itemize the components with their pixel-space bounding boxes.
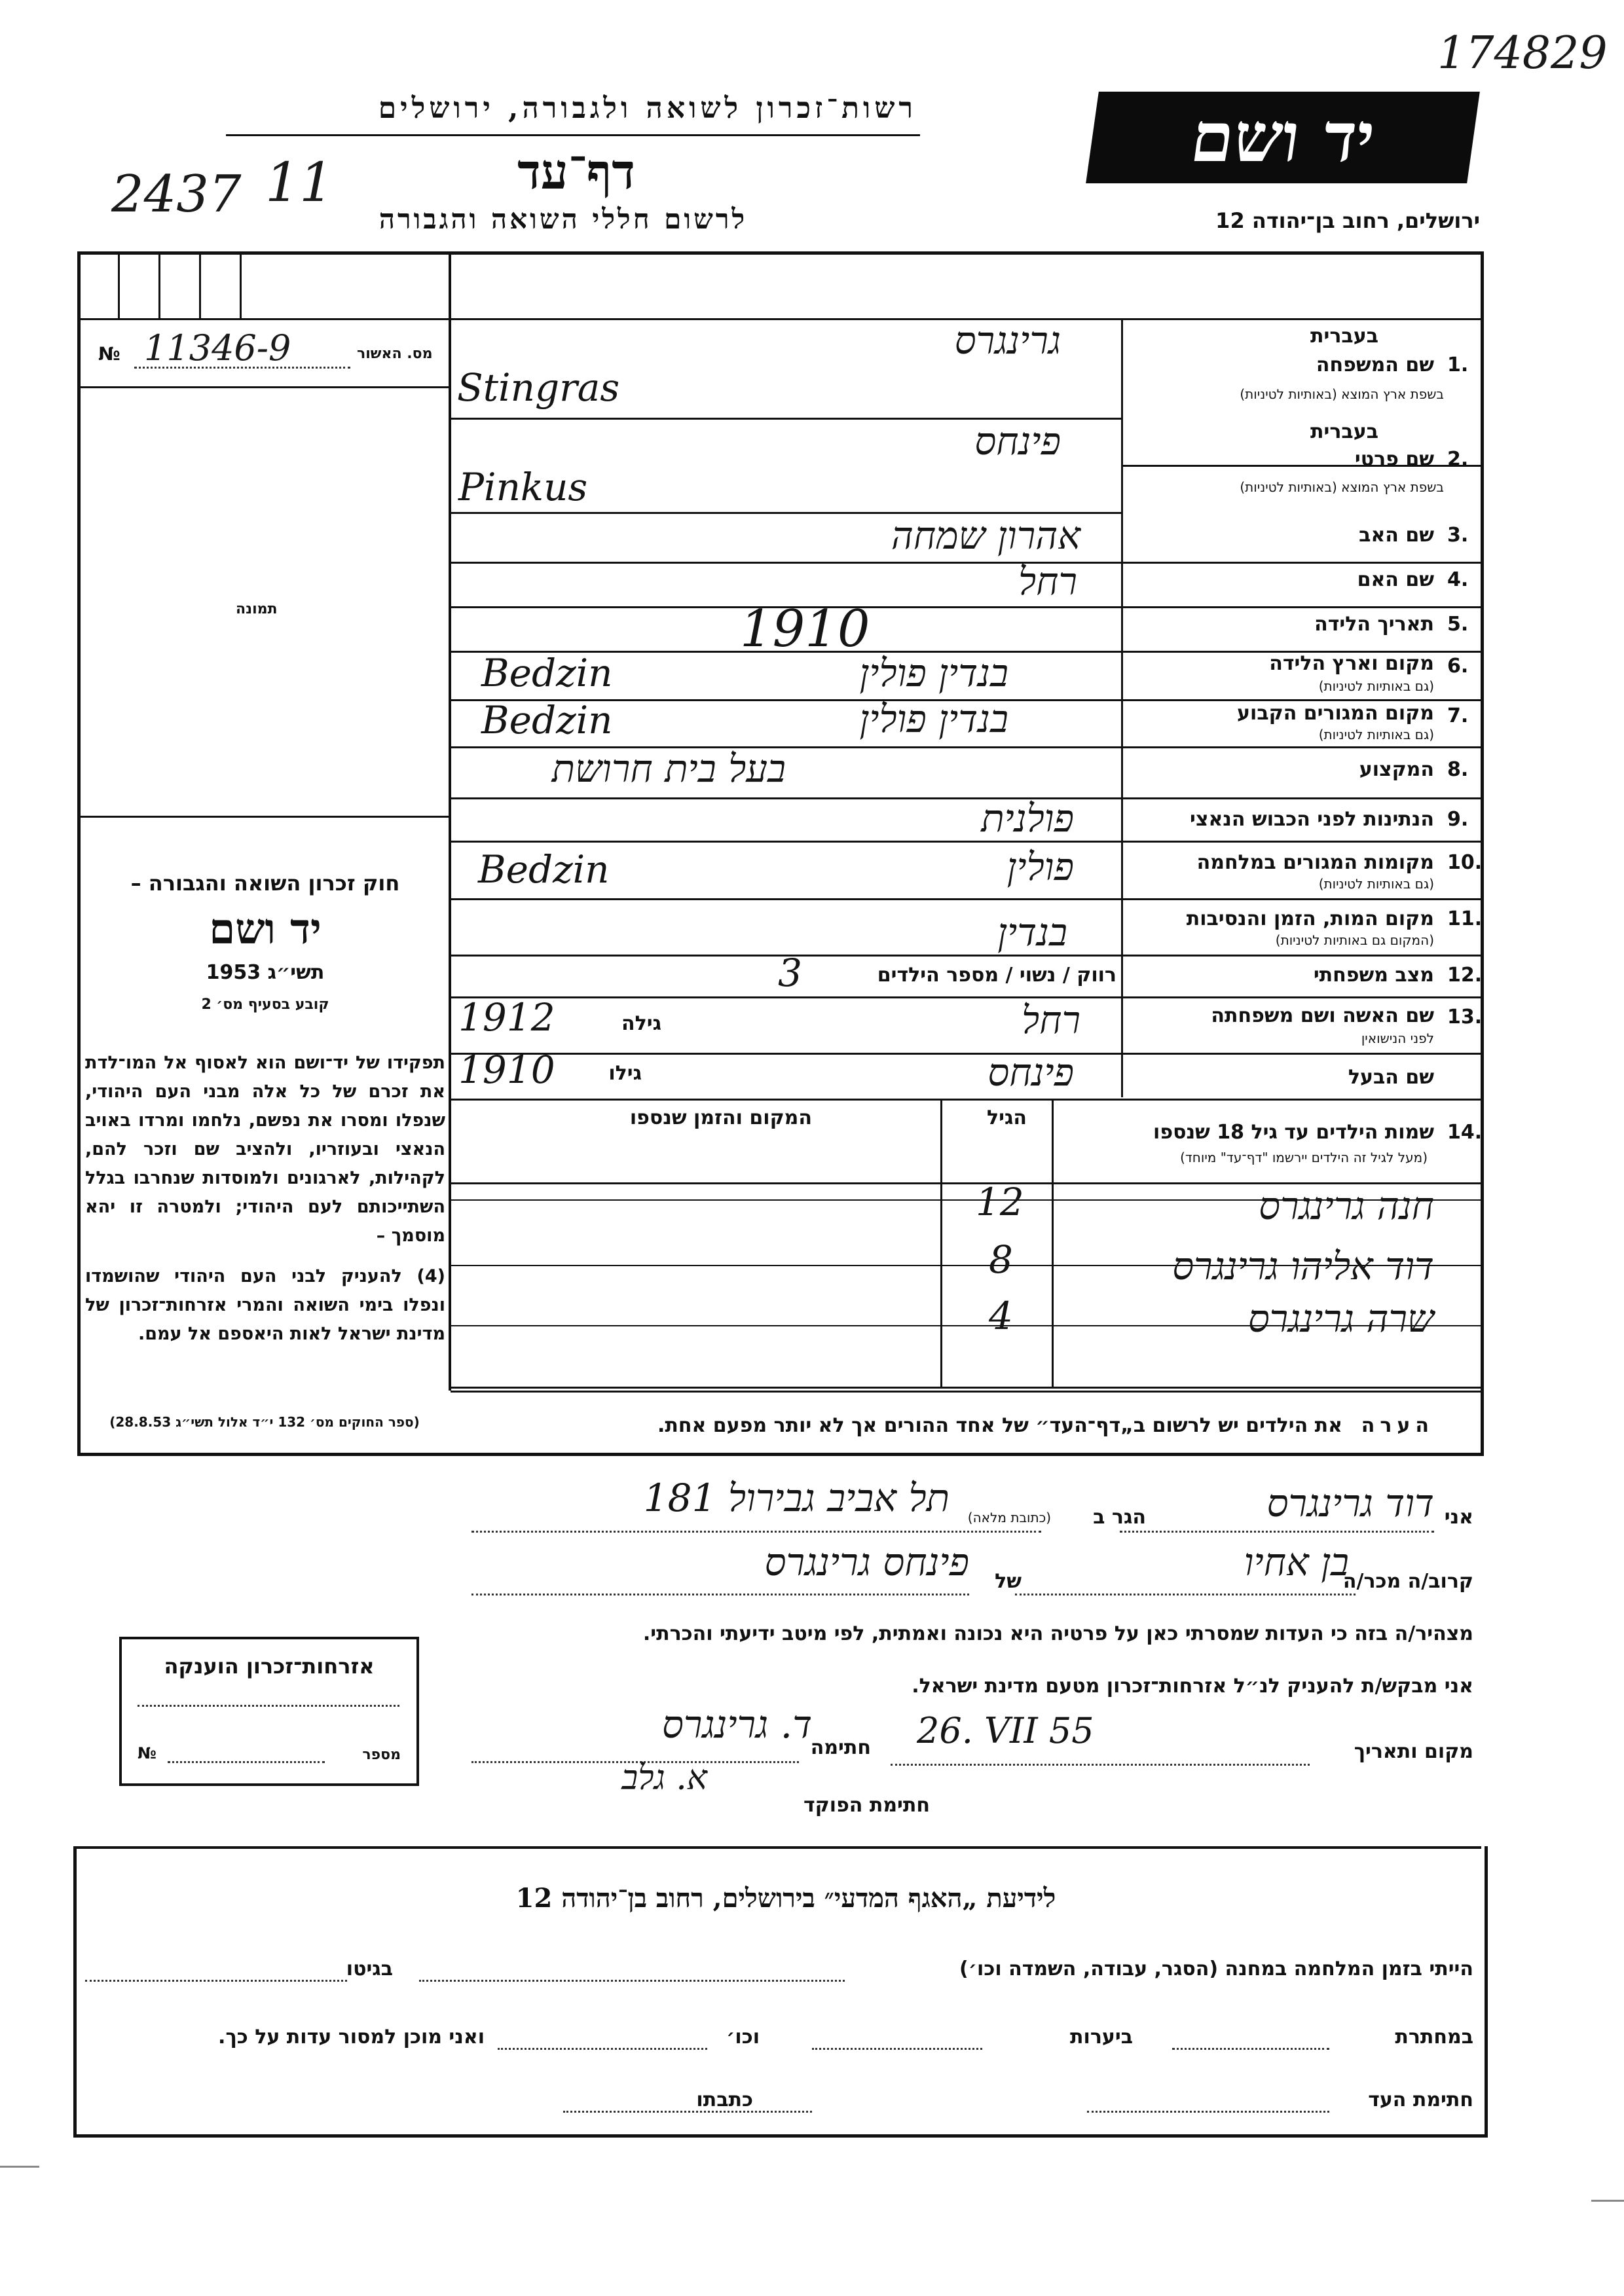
husband-age-label: גילו [608,1062,642,1085]
field-1-sub: בשפת ארץ המוצא (באותיות לטיניות) [1240,386,1444,402]
field-3-value: אהרון שמחה [891,513,1080,558]
relation-label: קרוב/ה מכר/ה [1342,1570,1473,1593]
footer-address-label: כתבתו [696,2088,753,2111]
footer-etc-label: וכו׳ [726,2026,760,2049]
husband-label: שם הבעל [1348,1066,1434,1089]
field-13-age-label: גילה [621,1012,661,1035]
field-8-number: 8. [1447,758,1469,781]
footer-camp-label: הייתי בזמן המלחמה במחנה (הסגר, עבודה, השמדה וכו׳) [959,1958,1473,1980]
field-3-number: 3. [1447,524,1469,547]
children-note: (מעל לגיל זה הילדים יירשמו "דף־עד" מיוחד) [1180,1150,1428,1165]
field-2-label: שם פרטי [1354,448,1434,471]
field-4-number: 4. [1447,568,1469,591]
footer-underground-label: במחתרת [1395,2026,1473,2049]
field-4-value: רחל [1018,559,1077,604]
field-13-wife-name: רחל [1022,998,1080,1042]
law-year: תשי״ג 1953 [206,961,325,984]
citizenship-box [119,1637,419,1786]
field-12-options: רווק / נשוי / מספר הילדים [877,964,1116,987]
field-10-sub: (גם באותיות לטיניות) [1318,876,1434,892]
field-9-number: 9. [1447,808,1469,831]
field-3-label: שם האב [1359,524,1434,547]
form-title: דף־עד [517,144,635,200]
field-9-label: הנתינות לפני הכבוש הנאצי [1190,808,1434,831]
approval-label: מס. האשור [357,346,433,362]
law-text-2: (4) להעניק לבני העם היהודי שהושמדו ונפלו בימי השואה והמרי אזרחות־זכרון של מדינת ישראל לאות היאספם אל עמם. [85,1266,445,1344]
field-5-label: תאריך הלידה [1314,613,1434,636]
field-1-value-lat: Stingras [457,365,620,410]
field-12-children-count: 3 [778,951,802,995]
child-2-age: 8 [989,1237,1013,1282]
of-value: פינחס גרינגרס [764,1540,969,1584]
field-6-value-he: בנדין פולין [859,651,1008,695]
law-title: חוק זכרון השואה והגבורה – [130,871,400,896]
declarant-address: תל אביב גבירול 181 [643,1476,950,1520]
approval-prefix: № [98,343,120,365]
declarant-label: אני [1444,1506,1473,1529]
footer-ghetto-label: בגיטו [346,1958,393,1980]
page-mark-handwritten: 11 [265,152,334,214]
of-label: של [995,1570,1022,1593]
husband-name: פינחס [987,1050,1074,1095]
field-14-number: 14. [1447,1121,1483,1144]
field-2-tag: בעברית [1310,420,1378,443]
field-7-label: מקום המגורים הקבוע [1237,702,1434,725]
logo [1086,92,1480,183]
footer-heading: לידיעת „האגף המדעי״ בירושלים, רחוב בן־יהודה 12 [515,1883,1056,1914]
remark-label: הערה [1361,1414,1434,1437]
field-1-number: 1. [1447,354,1469,376]
footer-witness-sign-label: חתימת העד [1368,2088,1473,2111]
law-source: (ספר החוקים מס׳ 132 י״ד אלול תשי״ג 28.8.53) [109,1414,420,1430]
field-1-value-he: גרינגרס [954,318,1061,363]
footer-forests-label: ביערות [1070,2026,1133,2049]
archive-number: 174829 [1437,27,1608,79]
field-13-label: שם האשה ושם משפחתה [1211,1004,1434,1027]
field-13-sub: לפני הנישואין [1361,1030,1434,1046]
authority-title: רשות־זכרון לשואה ולגבורה, ירושלים [378,92,917,125]
child-2-name: דוד אליהו גרינגרס [1172,1244,1434,1288]
field-2-value-lat: Pinkus [458,465,588,509]
lives-label: הגר ב [1093,1506,1146,1529]
field-11-sub: (המקום גם באותיות לטיניות) [1275,932,1434,948]
children-col-age: הגיל [987,1106,1027,1129]
field-7-value-lat: Bedzin [481,698,613,742]
field-7-value-he: בנדין פולין [859,697,1008,741]
citizenship-number-prefix: № [138,1744,157,1762]
citizenship-title: אזרחות־זכרון הוענקה [164,1654,375,1679]
form-subtitle: לרשום חללי השואה והגבורה [378,203,748,235]
address-note: (כתובת מלאה) [967,1510,1051,1525]
field-10-label: מקומות המגורים במלחמה [1196,851,1434,874]
husband-age: 1910 [458,1048,555,1092]
field-2-number: 2. [1447,448,1469,471]
signature-value: ד. גרינגרס [661,1702,812,1747]
field-6-sub: (גם באותיות לטיניות) [1318,678,1434,694]
logo-text: יד ושם [1186,97,1380,177]
field-7-sub: (גם באותיות לטיניות) [1318,727,1434,742]
field-5-number: 5. [1447,613,1469,636]
field-12-number: 12. [1447,964,1483,987]
field-12-label: מצב משפחתי [1313,964,1434,987]
law-section: קובע בסעיף מס׳ 2 [201,996,329,1013]
field-13-number: 13. [1447,1006,1483,1029]
footer-ready-label: ואני מוכן למסור עדות על כך. [218,2026,485,2049]
relation-value: בן אחיו [1244,1540,1349,1584]
date-value: 26. VII 55 [917,1710,1094,1751]
field-6-number: 6. [1447,655,1469,678]
law-name: יד ושם [209,905,322,954]
citizenship-number-label: מספר [362,1747,401,1763]
address: ירושלים, רחוב בן־יהודה 12 [1215,208,1480,233]
child-1-age: 12 [976,1180,1024,1224]
field-10-value-lat: Bedzin [478,847,610,892]
field-5-value: 1910 [740,600,870,659]
officer-signature: א. גלב [621,1758,707,1798]
approval-number: 11346-9 [144,327,291,369]
law-text-1: תפקידו של יד־ושם הוא לאסוף אל המו־לדת את זכרם של כל אלה מבני העם היהודי, שנפלו ומסרו את נפשם, נלחמו ומרדו באויב הנאצי ובעוזריו, ולהציב שם וזכר להם, לקהילות, לארגונים ולמוסדות שנחרבו בגלל השתייכותם לעם היהודי; ולמטרה זו יהא מוסמך – [85,1053,445,1246]
field-1-tag: בעברית [1310,325,1378,348]
field-2-sub: בשפת ארץ המוצא (באותיות לטיניות) [1240,479,1444,495]
child-3-name: שרה גרינגרס [1247,1296,1434,1341]
statement-1: מצהיר/ה בזה כי העדות שמסרתי כאן על פרטיה היא נכונה ואמתית, לפי מיטב ידיעתי והכרתי. [642,1622,1473,1645]
field-8-label: המקצוע [1359,758,1434,781]
field-8-value: בעל בית חרושת [551,746,786,791]
field-13-wife-age: 1912 [458,995,555,1040]
field-1-label: שם המשפחה [1316,354,1434,376]
signature-label: חתימה [810,1736,871,1759]
field-6-label: מקום וארץ הלידה [1269,652,1434,675]
officer-label: חתימת הפוקד [803,1794,930,1817]
field-7-number: 7. [1447,704,1469,727]
remark-text: את הילדים יש לרשום ב„דף־העד״ של אחד ההורים אך לא יותר מפעם אחת. [657,1414,1342,1437]
page-number-handwritten: 2437 [111,165,242,224]
field-10-number: 10. [1447,851,1483,874]
field-6-value-lat: Bedzin [481,651,613,695]
children-title: שמות הילדים עד גיל 18 שנספו [1153,1121,1434,1144]
field-10-value-he: פולין [1006,845,1074,889]
statement-2: אני מבקש/ת להעניק לנ״ל אזרחות־זכרון מטעם מדינת ישראל. [912,1675,1473,1698]
children-col-place: המקום והזמן שנספו [629,1106,812,1129]
declarant-name: דוד גרינגרס [1266,1481,1434,1525]
field-2-value-he: פינחס [974,419,1061,464]
field-4-label: שם האם [1357,568,1434,591]
photo-label: תמונה [236,601,278,617]
child-3-age: 4 [989,1294,1013,1338]
place-date-label: מקום ותאריך [1354,1740,1473,1763]
field-11-label: מקום המות, הזמן והנסיבות [1186,907,1434,930]
child-1-name: חנה גרינגרס [1259,1184,1434,1228]
field-11-value: בנדין [997,910,1067,955]
field-9-value: פולנית [981,796,1074,841]
field-11-number: 11. [1447,907,1483,930]
